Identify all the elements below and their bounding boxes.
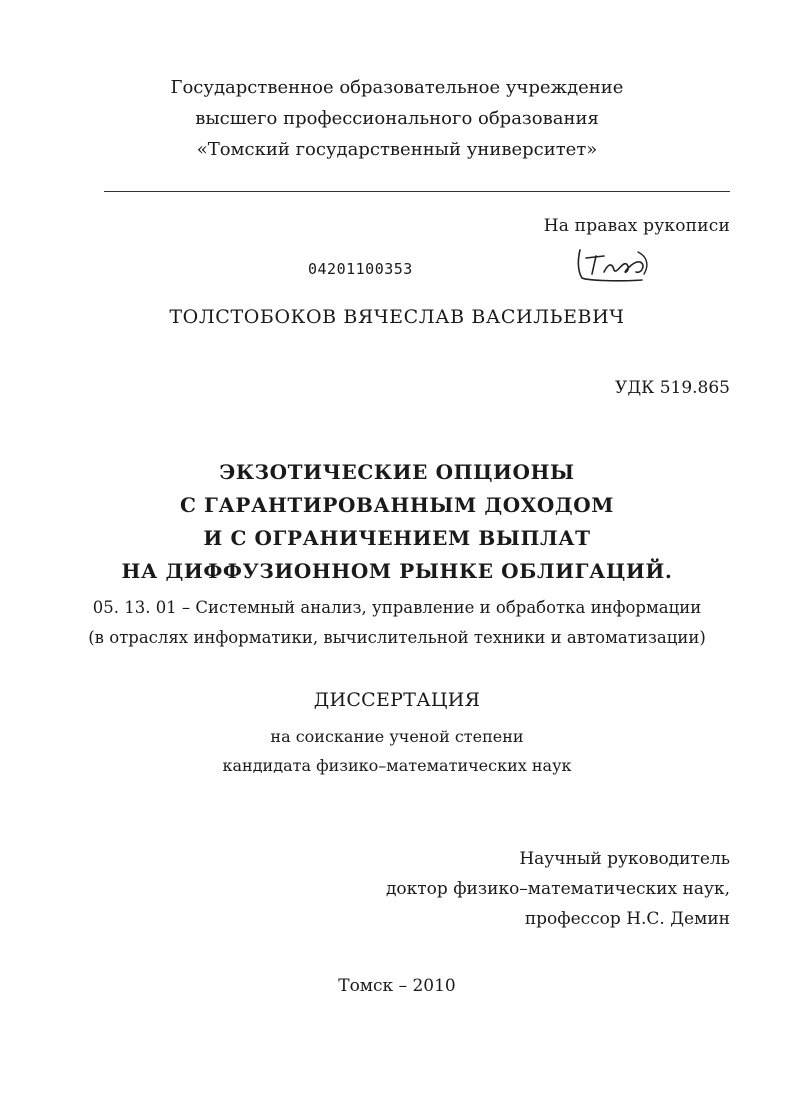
specialty-line-2: (в отраслях информатики, вычислительной техники и автоматизации) [88, 628, 706, 647]
specialty-line-1: 05. 13. 01 – Системный анализ, управление и обработка информации [92, 598, 702, 617]
specialty-block [0, 593, 794, 653]
institution-block [0, 72, 794, 165]
dissertation-heading: ДИССЕРТАЦИЯ [313, 689, 481, 711]
supervisor-block [386, 844, 730, 934]
degree-line-1: на соискание ученой степени [270, 727, 524, 746]
supervisor-line-1: Научный руководитель [519, 849, 730, 869]
udc-code: УДК 519.865 [615, 378, 730, 398]
serial-number: 04201100353 [308, 260, 413, 278]
author-name: ТОЛСТОБОКОВ ВЯЧЕСЛАВ ВАСИЛЬЕВИЧ [169, 306, 625, 328]
city-year: Томск – 2010 [338, 976, 456, 996]
manuscript-note: На правах рукописи [543, 216, 730, 236]
degree-block [0, 722, 794, 780]
title-line-2: С ГАРАНТИРОВАННЫМ ДОХОДОМ [179, 493, 615, 517]
header-divider [104, 191, 730, 192]
title-line-4: НА ДИФФУЗИОННОМ РЫНКЕ ОБЛИГАЦИЙ. [121, 559, 673, 583]
title-line-1: ЭКЗОТИЧЕСКИЕ ОПЦИОНЫ [219, 460, 575, 484]
signature-mark [574, 244, 654, 286]
supervisor-line-2: доктор физико–математических наук, [385, 879, 730, 899]
institution-line-1: Государственное образовательное учреждение [170, 77, 624, 98]
title-line-3: И С ОГРАНИЧЕНИЕМ ВЫПЛАТ [203, 526, 591, 550]
institution-line-3: «Томский государственный университет» [196, 139, 598, 160]
supervisor-line-3: профессор Н.С. Демин [524, 909, 730, 929]
degree-line-2: кандидата физико–математических наук [222, 756, 572, 775]
institution-line-2: высшего профессионального образования [195, 108, 599, 129]
dissertation-title [0, 456, 794, 588]
